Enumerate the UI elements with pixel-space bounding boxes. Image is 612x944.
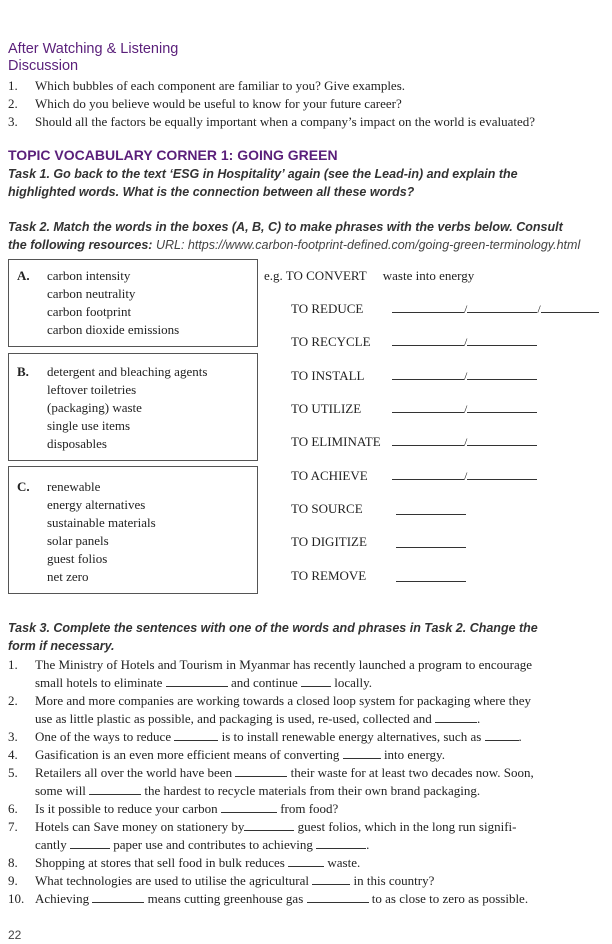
answer-blanks[interactable]: / <box>392 335 537 350</box>
verb-source: TO SOURCE <box>291 501 363 516</box>
answer-blank[interactable] <box>244 830 294 831</box>
box-item: sustainable materials <box>47 515 156 530</box>
example-line: e.g. TO CONVERT waste into energy <box>264 268 475 283</box>
answer-blank[interactable] <box>301 686 331 687</box>
list-item: 6. Is it possible to reduce your carbon from food? <box>8 801 339 816</box>
list-item: 8. Shopping at stores that sell food in bulk reduces waste. <box>8 855 361 870</box>
list-item: 1. Which bubbles of each component are familiar to you? Give examples. <box>8 78 406 93</box>
box-item: renewable <box>47 479 101 494</box>
answer-blanks[interactable]: / <box>392 435 537 450</box>
box-item: detergent and bleaching agents <box>47 364 208 379</box>
answer-blank[interactable] <box>396 535 466 553</box>
verb-reduce: TO REDUCE <box>291 301 364 316</box>
box-item: disposables <box>47 436 107 451</box>
verb-recycle: TO RECYCLE <box>291 334 371 349</box>
answer-blank[interactable] <box>166 686 228 687</box>
list-item: 2. Which do you believe would be useful to know for your future career? <box>8 96 402 111</box>
box-item: carbon neutrality <box>47 286 136 301</box>
section-title: After Watching & Listening <box>8 41 179 57</box>
box-item: (packaging) waste <box>47 400 142 415</box>
box-a: A. carbon intensity carbon neutrality carbon footprint carbon dioxide emissions <box>8 259 258 347</box>
list-item: 3. Should all the factors be equally important when a company’s impact on the world is evaluated? <box>8 114 535 129</box>
list-item: 10. Achieving means cutting greenhouse gas to as close to zero as possible. <box>8 891 529 906</box>
list-item: 9. What technologies are used to utilise the agricultural in this country? <box>8 873 435 888</box>
verb-eliminate: TO ELIMINATE <box>291 434 381 449</box>
verb-digitize: TO DIGITIZE <box>291 534 367 549</box>
answer-blank[interactable] <box>288 866 324 867</box>
answer-blanks[interactable]: / <box>392 369 537 384</box>
answer-blank[interactable] <box>221 812 277 813</box>
answer-blank[interactable] <box>235 776 287 777</box>
box-item: energy alternatives <box>47 497 146 512</box>
box-item: net zero <box>47 569 89 584</box>
list-item: 3. One of the ways to reduce is to install renewable energy alternatives, such as . <box>8 729 522 744</box>
answer-blanks[interactable]: / / <box>392 302 599 317</box>
list-item: 2. More and more companies are working towards a closed loop system for packaging where they use as little plastic as possible, and packaging is used, re-used, collected and . <box>8 693 532 726</box>
box-c: C. renewable energy alternatives sustainable materials solar panels guest folios net zero <box>8 466 258 594</box>
task3-sentences <box>8 656 612 908</box>
topic-title: TOPIC VOCABULARY CORNER 1: GOING GREEN <box>8 147 338 163</box>
list-item: 5. Retailers all over the world have been their waste for at least two decades now. Soon, some will the hardest to recycle materials from their own brand packaging. <box>8 765 534 798</box>
answer-blank[interactable] <box>312 884 350 885</box>
discussion-heading: Discussion <box>8 58 79 74</box>
answer-blank[interactable] <box>174 740 218 741</box>
answer-blanks[interactable]: / <box>392 402 537 417</box>
list-item: 4. Gasification is an even more efficient means of converting into energy. <box>8 747 445 762</box>
verb-achieve: TO ACHIEVE <box>291 468 368 483</box>
box-b: B. detergent and bleaching agents leftover toiletries (packaging) waste single use items disposables <box>8 353 258 461</box>
answer-blank[interactable] <box>307 902 369 903</box>
discussion-list <box>8 77 612 131</box>
answer-blanks[interactable]: / <box>392 469 537 484</box>
answer-blank[interactable] <box>70 848 110 849</box>
answer-blank[interactable] <box>435 722 477 723</box>
answer-blank[interactable] <box>92 902 144 903</box>
answer-blank[interactable] <box>89 794 141 795</box>
list-item: 7. Hotels can Save money on stationery by guest folios, which in the long run signifi- cantly paper use and contributes to achieving . <box>8 819 517 852</box>
box-item: carbon intensity <box>47 268 131 283</box>
answer-blank[interactable] <box>485 740 519 741</box>
box-item: guest folios <box>47 551 108 566</box>
task2-instructions: Task 2. Match the words in the boxes (A, B, C) to make phrases with the verbs below. Consult the following resources: URL: https://www.carbon-footprint-defined.com/going-green-terminology.html <box>8 220 581 252</box>
box-item: solar panels <box>47 533 109 548</box>
box-item: leftover toiletries <box>47 382 137 397</box>
resource-url[interactable]: URL: https://www.carbon-footprint-defined.com/going-green-terminology.html <box>155 238 581 252</box>
task3-instructions: Task 3. Complete the sentences with one of the words and phrases in Task 2. Change the form if necessary. <box>8 621 538 653</box>
box-item: carbon footprint <box>47 304 132 319</box>
verb-remove: TO REMOVE <box>291 568 367 583</box>
answer-blank[interactable] <box>316 848 366 849</box>
task1-instructions: Task 1. Go back to the text ‘ESG in Hospitality’ again (see the Lead-in) and explain the highlighted words. What is the connection between all these words? <box>8 167 518 199</box>
answer-blank[interactable] <box>396 502 466 520</box>
box-item: single use items <box>47 418 131 433</box>
box-item: carbon dioxide emissions <box>47 322 180 337</box>
list-item: 1. The Ministry of Hotels and Tourism in Myanmar has recently launched a program to encourage small hotels to eliminate and continue locally. <box>8 657 533 690</box>
answer-blank[interactable] <box>343 758 381 759</box>
verb-install: TO INSTALL <box>291 368 365 383</box>
verb-utilize: TO UTILIZE <box>291 401 362 416</box>
page-number: 22 <box>8 928 22 942</box>
answer-blank[interactable] <box>396 569 466 587</box>
